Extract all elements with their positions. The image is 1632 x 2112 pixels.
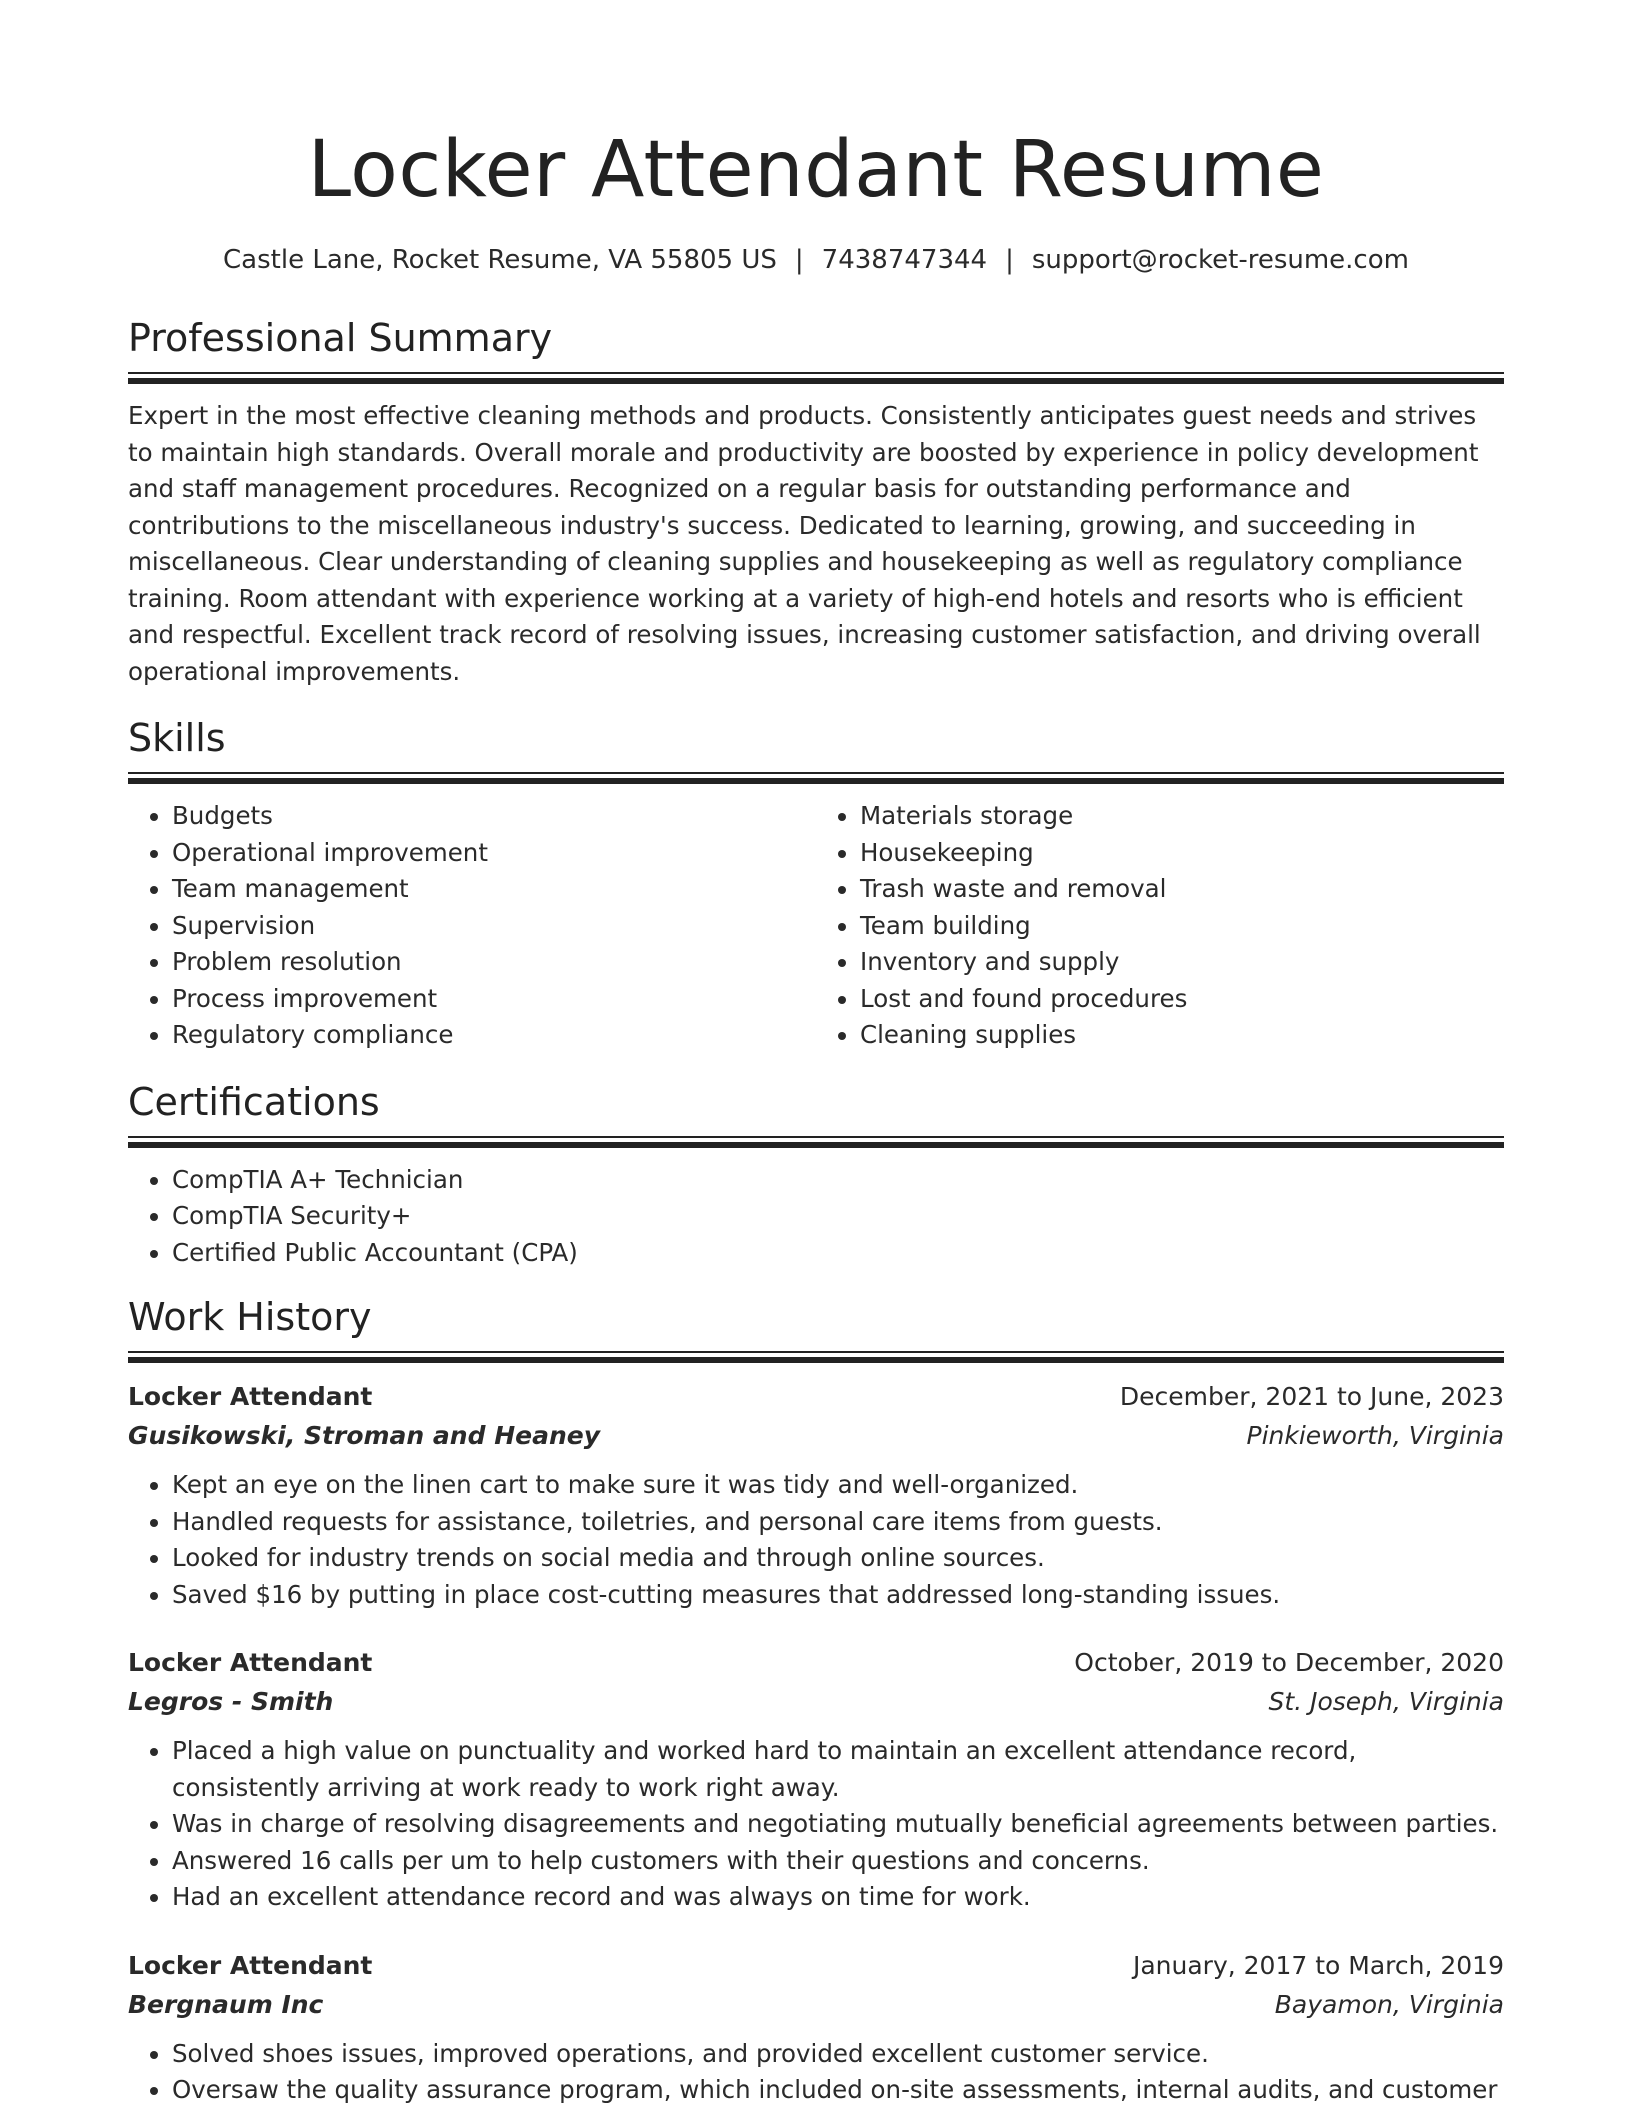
skill-item: • Team building: [860, 908, 1504, 945]
job-company-row: [128, 1682, 1504, 1721]
contact-line: [128, 242, 1504, 278]
job-company: Legros - Smith: [128, 1687, 334, 1716]
skills-heading: Skills: [128, 716, 226, 760]
job-entry: [128, 1643, 1504, 1916]
skill-item: • Process improvement: [172, 981, 816, 1018]
job-duty: • Handled requests for assistance, toiletries, and personal care items from guests.: [172, 1504, 1504, 1541]
section-divider: [128, 1136, 1504, 1148]
certification-item: • CompTIA A+ Technician: [172, 1162, 1504, 1199]
skill-item: • Budgets: [172, 798, 816, 835]
job-dates: October, 2019 to December, 2020: [1074, 1648, 1504, 1677]
job-duties-list: [128, 2036, 1504, 2109]
skill-item: • Housekeeping: [860, 835, 1504, 872]
summary-section: [128, 314, 1504, 690]
skill-item: • Trash waste and removal: [860, 871, 1504, 908]
contact-separator: |: [794, 245, 804, 275]
job-duty: • Looked for industry trends on social media and through online sources.: [172, 1540, 1504, 1577]
section-divider: [128, 772, 1504, 784]
certifications-section: [128, 1078, 1504, 1272]
skill-item: • Team management: [172, 871, 816, 908]
summary-text: Expert in the most effective cleaning methods and products. Consistently anticipates guest needs and strives to maintain high standards. Overall morale and productivity are boosted by experience in policy development and staff management procedures. Recognized on a regular basis for outstanding performance and contributions to the miscellaneous industry's success. Dedicated to learning, growing, and succeeding in miscellaneous. Clear understanding of cleaning supplies and housekeeping as well as regulatory compliance training. Room attendant with experience working at a variety of high-end hotels and resorts who is efficient and respectful. Excellent track record of resolving issues, increasing customer satisfaction, and driving overall operational improvements.: [128, 401, 1481, 686]
job-duty: • Oversaw the quality assurance program, which included on-site assessments, internal audits, and customer: [172, 2072, 1504, 2109]
contact-email: support@rocket-resume.com: [1031, 245, 1409, 275]
skill-item: • Problem resolution: [172, 944, 816, 981]
work-history-section: [128, 1293, 1504, 2109]
contact-separator: |: [1005, 245, 1014, 275]
skill-item: • Regulatory compliance: [172, 1017, 816, 1054]
job-dates: December, 2021 to June, 2023: [1119, 1382, 1504, 1411]
job-company: Gusikowski, Stroman and Heaney: [128, 1421, 600, 1450]
resume-title: Locker Attendant Resume: [307, 125, 1325, 215]
work-history-heading: Work History: [128, 1295, 372, 1339]
section-divider: [128, 372, 1504, 384]
job-entry: [128, 1377, 1504, 1613]
job-title: Locker Attendant: [128, 1648, 373, 1677]
skill-item: • Operational improvement: [172, 835, 816, 872]
certification-item: • CompTIA Security+: [172, 1198, 1504, 1235]
job-duty: • Placed a high value on punctuality and worked hard to maintain an excellent attendance record, consistently arriving at work ready to work right away.: [172, 1733, 1504, 1806]
skills-list-left: [128, 798, 816, 1054]
job-duty: • Was in charge of resolving disagreements and negotiating mutually beneficial agreements between parties.: [172, 1806, 1504, 1843]
contact-phone: 7438747344: [821, 245, 988, 275]
job-dates: January, 2017 to March, 2019: [1132, 1950, 1504, 1980]
summary-heading: Professional Summary: [128, 316, 553, 360]
skill-item: • Inventory and supply: [860, 944, 1504, 981]
skill-item: • Lost and found procedures: [860, 981, 1504, 1018]
certifications-list: [128, 1162, 1504, 1272]
job-entry: [128, 1946, 1504, 2109]
job-duty: • Kept an eye on the linen cart to make sure it was tidy and well-organized.: [172, 1467, 1504, 1504]
job-title: Locker Attendant: [128, 1950, 373, 1980]
job-duty: • Had an excellent attendance record and was always on time for work.: [172, 1879, 1504, 1916]
certification-item: • Certified Public Accountant (CPA): [172, 1235, 1504, 1272]
job-location: Bayamon, Virginia: [1274, 1989, 1504, 2019]
job-company: Bergnaum Inc: [128, 1989, 324, 2019]
job-duties-list: [128, 1733, 1504, 1916]
job-header-row: [128, 1946, 1504, 1985]
job-title: Locker Attendant: [128, 1382, 373, 1411]
job-duty: • Answered 16 calls per um to help customers with their questions and concerns.: [172, 1843, 1504, 1880]
job-company-row: [128, 1985, 1504, 2024]
skill-item: • Cleaning supplies: [860, 1017, 1504, 1054]
job-duty: • Saved $16 by putting in place cost-cutting measures that addressed long-standing issues.: [172, 1577, 1504, 1614]
skills-list-right: [816, 798, 1504, 1054]
job-location: Pinkieworth, Virginia: [1246, 1421, 1504, 1450]
job-company-row: [128, 1416, 1504, 1455]
contact-address: Castle Lane, Rocket Resume, VA 55805 US: [223, 245, 777, 275]
skill-item: • Supervision: [172, 908, 816, 945]
job-header-row: [128, 1643, 1504, 1682]
job-location: St. Joseph, Virginia: [1268, 1687, 1504, 1716]
job-duties-list: [128, 1467, 1504, 1613]
skills-grid: [128, 798, 1504, 1054]
skills-section: [128, 714, 1504, 1054]
job-header-row: [128, 1377, 1504, 1416]
section-divider: [128, 1351, 1504, 1363]
certifications-heading: Certifications: [128, 1079, 380, 1124]
job-duty: • Solved shoes issues, improved operations, and provided excellent customer service.: [172, 2036, 1504, 2073]
skill-item: • Materials storage: [860, 798, 1504, 835]
